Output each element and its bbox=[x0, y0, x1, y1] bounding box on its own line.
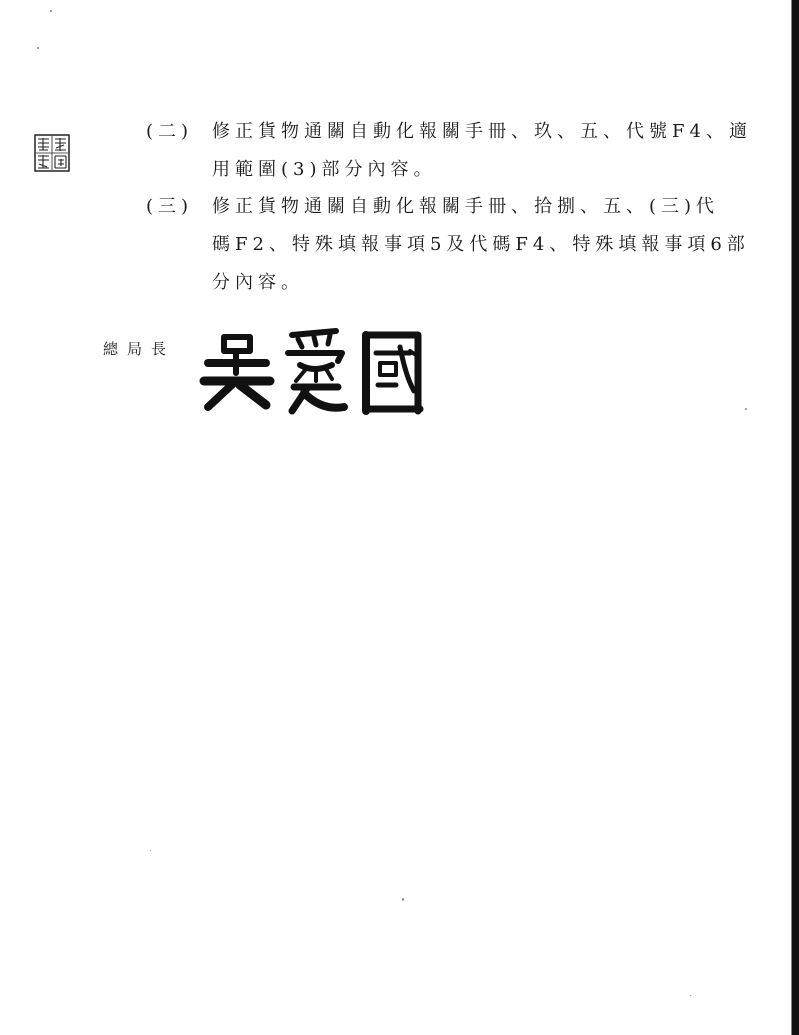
handwritten-signature bbox=[196, 325, 436, 415]
item-text-line: 用範圍(3)部分內容。 bbox=[212, 159, 437, 180]
item-text-line: 修正貨物通關自動化報關手冊、玖、五、代號F4、適 bbox=[212, 121, 752, 142]
scan-speck bbox=[745, 408, 747, 410]
scan-speck bbox=[150, 850, 151, 851]
item-marker: (三) bbox=[146, 196, 194, 217]
signature-title: 總局長 bbox=[103, 340, 176, 358]
scan-speck bbox=[402, 898, 404, 901]
margin-seal-stamp bbox=[34, 134, 70, 172]
scan-speck bbox=[690, 995, 691, 996]
scan-speck bbox=[50, 10, 52, 12]
item-text-line: 修正貨物通關自動化報關手冊、拾捌、五、(三)代 bbox=[212, 196, 720, 217]
scan-speck bbox=[37, 47, 39, 49]
item-marker: (二) bbox=[146, 121, 194, 142]
item-text-line: 碼F2、特殊填報事項5及代碼F4、特殊填報事項6部 bbox=[212, 234, 750, 255]
item-text-line: 分內容。 bbox=[212, 272, 304, 293]
scan-border bbox=[789, 0, 799, 1035]
